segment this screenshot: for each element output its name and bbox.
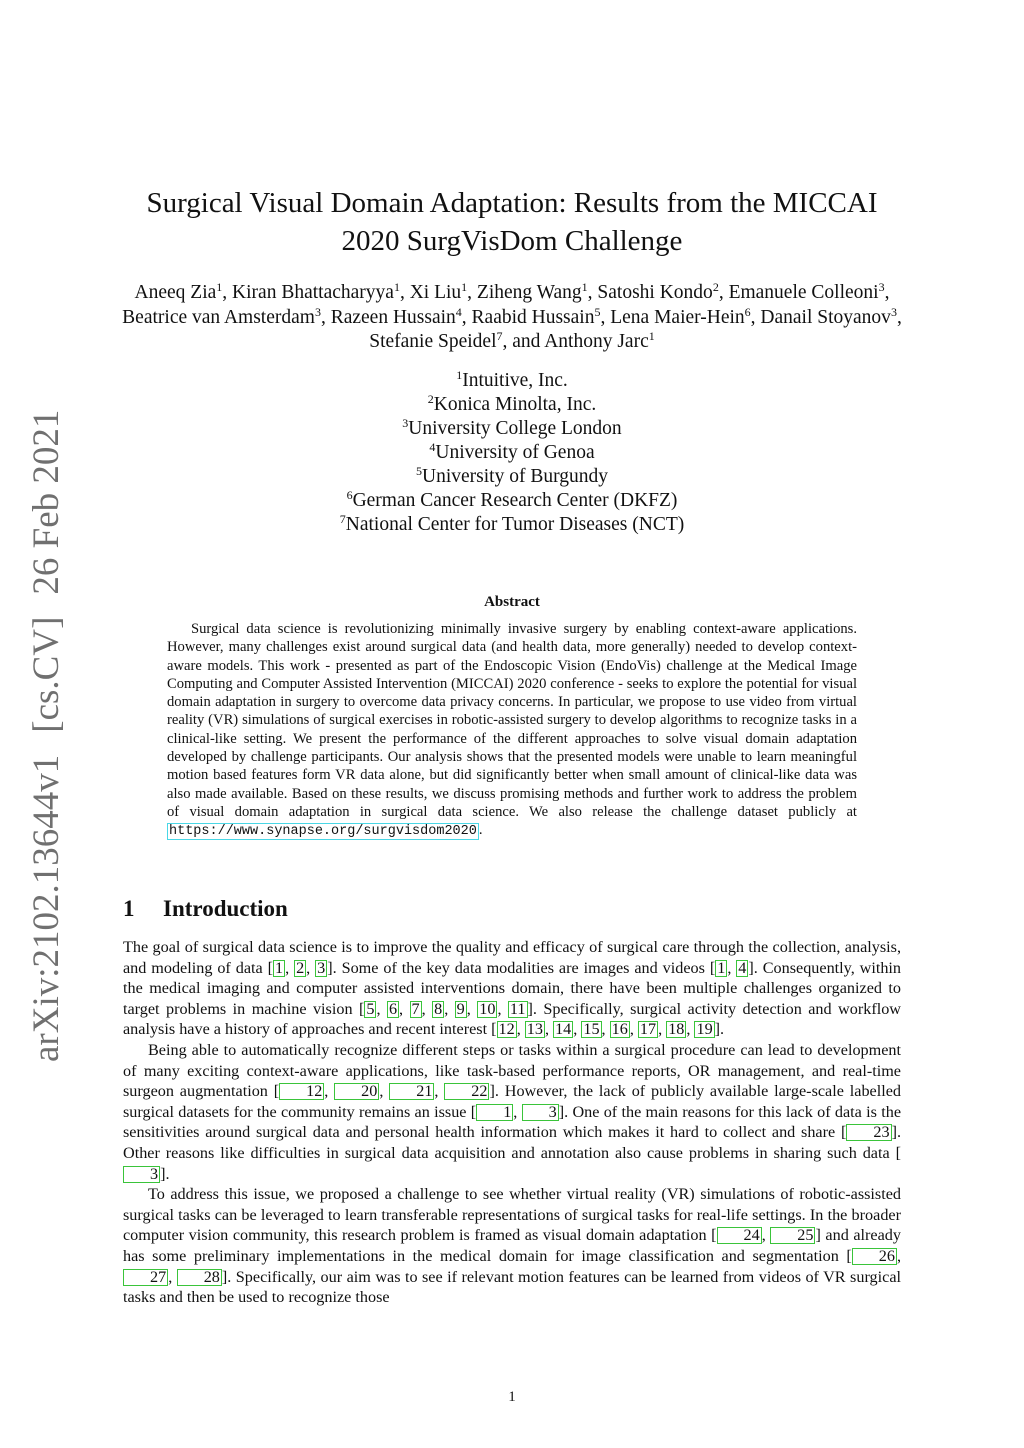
- citation-link[interactable]: 14: [555, 1020, 572, 1039]
- author: [471, 304, 601, 328]
- author-name: Razeen Hussain: [330, 306, 456, 328]
- affiliation: [110, 417, 914, 441]
- citation-link[interactable]: 16: [611, 1020, 628, 1039]
- body-text-run: ,: [466, 999, 478, 1018]
- author-name: Raabid Hussain: [471, 306, 595, 328]
- page-number: 1: [508, 1389, 516, 1405]
- affiliation-name: National Center for Tumor Diseases (NCT): [345, 514, 685, 535]
- body-text-run: ] and already has some preliminary implementations in the medical domain for image classification and segmentation [: [123, 1226, 901, 1265]
- affiliation-mark: 3: [402, 416, 409, 430]
- author-affiliation-mark: 1: [393, 280, 400, 294]
- body-text-run: ,: [516, 1020, 525, 1039]
- body-text-run: ,: [399, 999, 410, 1018]
- author: [544, 331, 655, 352]
- body-paragraph: [123, 1184, 901, 1308]
- citation-link[interactable]: 19: [696, 1020, 713, 1039]
- body-text-run: ,: [168, 1267, 177, 1286]
- affiliation: [110, 489, 914, 513]
- affiliation: [110, 465, 914, 489]
- affiliation-mark: 5: [416, 464, 423, 478]
- affiliation: [110, 393, 914, 417]
- section-heading: [123, 895, 288, 923]
- section-title: Introduction: [163, 896, 288, 921]
- author-name: Danail Stoyanov: [760, 306, 891, 328]
- citation-link[interactable]: 1: [275, 958, 284, 977]
- affiliation-mark: 4: [429, 440, 436, 454]
- affiliation-mark: 1: [456, 368, 463, 382]
- author: [369, 331, 502, 352]
- citation-link[interactable]: 13: [526, 1020, 543, 1039]
- body-text-run: ,: [601, 1020, 610, 1039]
- body-text-run: ]. Some of the key data modalities are images and videos [: [327, 958, 716, 977]
- paper-title: [110, 184, 914, 260]
- body-text-run: ,: [444, 999, 455, 1018]
- body-text-run: ,: [513, 1102, 522, 1121]
- body-text-run: ,: [686, 1020, 695, 1039]
- author-affiliation-mark: 1: [648, 329, 655, 343]
- abstract-body: [167, 620, 857, 842]
- author-affiliation-mark: 1: [581, 280, 588, 294]
- author-name: Xi Liu: [409, 282, 462, 303]
- author-affiliation-mark: 3: [890, 304, 897, 319]
- citation-link[interactable]: 3: [317, 958, 326, 977]
- body-text-run: ]. However, the lack of publicly available large-scale labelled surgical datasets for the community remains an issue [: [123, 1082, 901, 1121]
- author-list: Aneeq Zia$^1$, Kiran Bhattacharyya$^1$, Xi Liu$^1$, Ziheng Wang$^1$, Satoshi Kondo$^2$, Emanuele Colleoni$^3$, Beatrice van Amsterdam$^3$, Razeen Hussain$^4$, Raabid Hussain$^5$, Lena Maier-Hein$^6$, Danail Stoyanov$^3$, Stefanie Speidel$^7$, and Anthony Jarc$^1$: [122, 280, 902, 352]
- body-text-run: ,: [658, 1020, 667, 1039]
- author: [760, 304, 897, 328]
- citation-link[interactable]: 27: [123, 1269, 168, 1286]
- body-text-run: ,: [434, 1082, 445, 1101]
- citation-link[interactable]: 21: [389, 1083, 434, 1100]
- body-text-run: ]. Consequently, within the medical imaging and computer assisted interventions domain, there have been multiple challenges organized to target problems in machine vision [: [123, 958, 902, 1018]
- dataset-url-link[interactable]: https://www.synapse.org/surgvisdom2020: [169, 824, 477, 840]
- body-text-run: ,: [285, 958, 295, 977]
- affiliation-mark: 2: [427, 392, 434, 406]
- author: [330, 304, 462, 328]
- author-name: Stefanie Speidel: [369, 331, 497, 352]
- affiliation-name: University of Burgundy: [422, 466, 608, 487]
- author-affiliation-mark: 4: [455, 304, 462, 319]
- abstract-end: .: [478, 822, 483, 839]
- citation-link[interactable]: 25: [770, 1227, 815, 1244]
- paper-title-line-2: 2020 SurgVisDom Challenge: [341, 225, 683, 257]
- author: [135, 282, 223, 303]
- citation-link[interactable]: 2: [296, 958, 305, 977]
- citation-link[interactable]: 8: [434, 999, 443, 1018]
- body-text-run: ,: [573, 1020, 582, 1039]
- citation-link[interactable]: 24: [717, 1227, 762, 1244]
- arxiv-category: [cs.CV]: [26, 616, 67, 733]
- citation-link[interactable]: 10: [479, 999, 496, 1018]
- author-affiliation-mark: 3: [314, 304, 321, 319]
- citation-link[interactable]: 26: [852, 1248, 897, 1265]
- body-text-run: ,: [629, 1020, 638, 1039]
- affiliation-name: German Cancer Research Center (DKFZ): [352, 490, 678, 511]
- body-text-run: ].: [160, 1164, 170, 1183]
- author-connector: and: [512, 331, 541, 352]
- body-text-run: Being able to automatically recognize different steps or tasks within a surgical procedure can lead to development of many exciting context-aware applications, like task-based performance reports, OR management, and real-time surgeon augmentation [: [123, 1040, 901, 1101]
- abstract-heading: Abstract: [484, 594, 540, 610]
- author-affiliation-mark: 2: [712, 280, 719, 294]
- body-text-run: ,: [544, 1020, 554, 1039]
- affiliation: [110, 441, 914, 465]
- body-text-run: The goal of surgical data science is to improve the quality and efficacy of surgical care through the collection, analysis, and modeling of data [: [123, 938, 901, 977]
- affiliation-mark: 7: [339, 512, 346, 526]
- affiliation-name: Konica Minolta, Inc.: [433, 394, 597, 415]
- author-affiliation-mark: 6: [744, 304, 751, 319]
- introduction-body: [123, 937, 901, 1308]
- author-affiliation-mark: 7: [496, 329, 503, 343]
- citation-link[interactable]: 20: [334, 1083, 379, 1100]
- author: [410, 282, 467, 303]
- affiliation: [110, 369, 914, 393]
- section-number: 1: [123, 896, 135, 921]
- body-text-run: ,: [896, 1246, 901, 1265]
- citation-link[interactable]: 15: [583, 1020, 600, 1039]
- body-paragraph: [123, 937, 901, 1040]
- body-text-run: ]. Specifically, surgical activity detection and workflow analysis have a history of approaches and recent interest [: [123, 999, 901, 1039]
- author-name: Emanuele Colleoni: [728, 282, 879, 303]
- affiliation-mark: 6: [346, 488, 353, 502]
- body-text-run: To address this issue, we proposed a challenge to see whether virtual reality (VR) simulations of robotic-assisted surgical tasks can be leveraged to learn transferable representations of surgical tasks for real-life settings. In the broader computer vision community, this research problem is framed as visual domain adaptation [: [123, 1185, 901, 1245]
- citation-link[interactable]: 4: [738, 958, 747, 977]
- abstract-text: Surgical data science is revolutionizing minimally invasive surgery by enabling context-aware applications. However, many challenges exist around surgical data (and health data, more generally) needed to develop context-aware models. This work - presented as part of the Endoscopic Vision (EndoVis) challenge at the Medical Image Computing and Computer Assisted Intervention (MICCAI) 2020 conference - seeks to explore the potential for visual domain adaptation in surgery to overcome data privacy concerns. In particular, we propose to use video from virtual reality (VR) simulations of surgical exercises in robotic-assisted surgery to develop algorithms to recognize tasks in a clinical-like setting. We present the performance of the different approaches to solve visual domain adaptation developed by challenge participants. Our analysis shows that the presented models were unable to learn meaningful motion based features form VR data alone, but did significantly better when small amount of clinical-like data was also made available. Based on these results, we discuss promising methods and further work to address the problem of visual domain adaptation in surgical data science. We also release the challenge dataset publicly at: [167, 621, 857, 820]
- author-name: Satoshi Kondo: [597, 282, 713, 303]
- abstract-paragraph: [167, 620, 857, 842]
- body-text-run: ,: [306, 958, 316, 977]
- author-name: Lena Maier-Hein: [610, 306, 745, 328]
- body-text-run: ]. One of the main reasons for this lack of data is the sensitivities around surgical data and personal health information which makes it hard to collect and share [: [123, 1102, 902, 1142]
- author: [232, 282, 400, 303]
- body-text-run: ,: [324, 1082, 335, 1101]
- citation-link[interactable]: 3: [522, 1104, 559, 1121]
- body-text-run: ]. Other reasons like difficulties in surgical data acquisition and annotation also cause problems in sharing such data [: [123, 1123, 901, 1162]
- citation-link[interactable]: 1: [717, 958, 726, 977]
- author-name: Anthony Jarc: [544, 331, 649, 352]
- affiliation: [110, 513, 914, 537]
- paper-title-line-1: Surgical Visual Domain Adaptation: Results from the MICCAI: [146, 187, 878, 219]
- body-text-run: ,: [379, 1082, 390, 1101]
- citation-link[interactable]: 12: [498, 1020, 515, 1039]
- body-text-run: ]. Specifically, our aim was to see if relevant motion features can be learned from videos of VR surgical tasks and then be used to recognize those: [123, 1267, 902, 1307]
- affiliation-list: [110, 369, 914, 537]
- citation-link[interactable]: 3: [123, 1166, 160, 1183]
- author-name: Ziheng Wang: [476, 282, 582, 303]
- citation-link[interactable]: 22: [444, 1083, 489, 1100]
- body-text-run: ,: [421, 999, 433, 1018]
- affiliation-name: University College London: [408, 418, 622, 439]
- affiliation-name: Intuitive, Inc.: [462, 370, 568, 391]
- author: [610, 304, 751, 328]
- citation-link[interactable]: 18: [668, 1020, 685, 1039]
- author: [122, 304, 321, 328]
- author-name: Aneeq Zia: [134, 282, 217, 303]
- citation-link[interactable]: 6: [388, 999, 398, 1018]
- body-text-run: ,: [497, 999, 508, 1018]
- author-name: Beatrice van Amsterdam: [122, 306, 315, 328]
- affiliation-name: University of Genoa: [435, 442, 595, 463]
- author-affiliation-mark: 3: [878, 280, 885, 294]
- citation-link[interactable]: 17: [639, 1020, 657, 1039]
- body-text-run: ,: [376, 999, 387, 1018]
- citation-link[interactable]: 11: [509, 999, 526, 1018]
- body-text-run: ,: [727, 958, 737, 977]
- citation-link[interactable]: 7: [411, 999, 420, 1018]
- citation-link[interactable]: 28: [177, 1269, 222, 1286]
- citation-link[interactable]: 5: [366, 999, 375, 1018]
- author-affiliation-mark: 5: [594, 304, 601, 319]
- arxiv-date: 26 Feb 2021: [26, 409, 67, 595]
- arxiv-identifier-stamp[interactable]: [22, 409, 72, 1062]
- citation-link[interactable]: 1: [476, 1104, 513, 1121]
- citation-link[interactable]: 23: [846, 1124, 891, 1141]
- author-affiliation-mark: 1: [461, 280, 468, 294]
- author: [477, 282, 588, 303]
- body-text-run: ,: [761, 1226, 771, 1245]
- citation-link[interactable]: 9: [456, 999, 465, 1018]
- author: [729, 282, 885, 303]
- arxiv-id: arXiv:2102.13644v1: [26, 754, 67, 1062]
- author: [597, 282, 718, 303]
- citation-link[interactable]: 12: [279, 1083, 324, 1100]
- body-paragraph: [123, 1040, 901, 1184]
- author-affiliation-mark: 1: [216, 280, 223, 294]
- body-text-run: ].: [714, 1020, 725, 1039]
- author-name: Kiran Bhattacharyya: [232, 282, 394, 303]
